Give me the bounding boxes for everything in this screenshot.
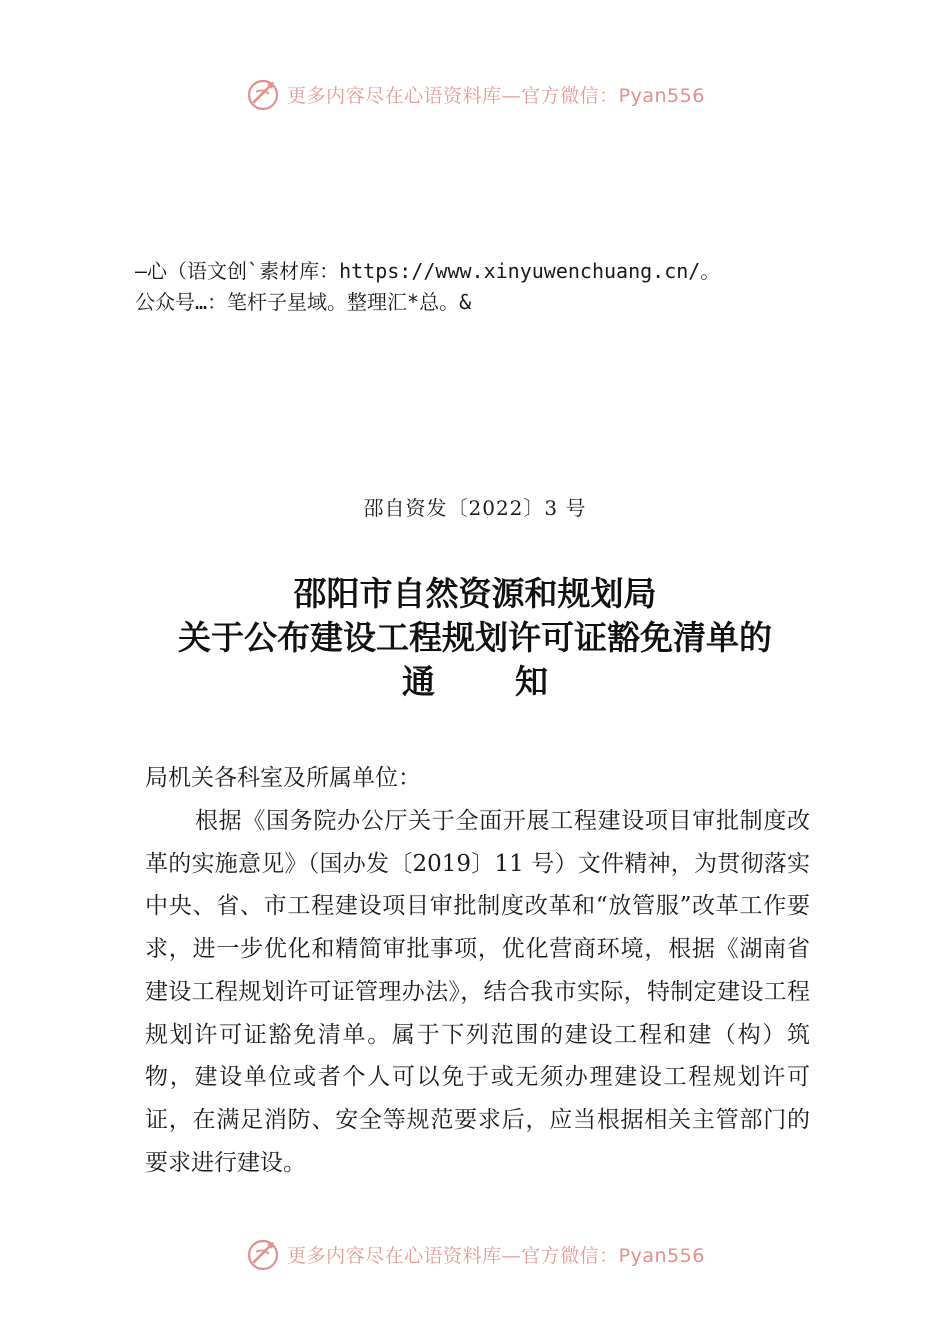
document-title <box>0 572 950 704</box>
banner-text <box>287 1241 705 1268</box>
title-line-3: 通知 <box>402 662 628 701</box>
banner-text-cn: 更多内容尽在心语资料库—官方微信： <box>287 84 619 107</box>
source-note-line1: —心（语文创`素材库：https://www.xinyuwenchuang.cn/。 <box>135 259 721 283</box>
banner-wechat-id: Pyan556 <box>618 84 705 107</box>
salutation: 局机关各科室及所属单位： <box>145 765 421 791</box>
logo-icon <box>245 76 281 112</box>
footer-banner <box>0 1232 950 1276</box>
body-paragraph: 根据《国务院办公厅关于全面开展工程建设项目审批制度改革的实施意见》（国办发〔2019〕11 号）文件精神，为贯彻落实中央、省、市工程建设项目审批制度改革和“放管服”改革工作要求，进一步优化和精简审批事项，优化营商环境，根据《湖南省建设工程规划许可证管理办法》，结合我市实际，特制定建设工程规划许可证豁免清单。属于下列范围的建设工程和建（构）筑物，建设单位或者个人可以免于或无须办理建设工程规划许可证，在满足消防、安全等规范要求后，应当根据相关主管部门的要求进行建设。 <box>145 808 810 1176</box>
title-line-1: 邵阳市自然资源和规划局 <box>293 574 657 613</box>
source-note <box>135 256 835 318</box>
banner-wechat-id: Pyan556 <box>618 1244 705 1267</box>
header-banner <box>0 72 950 116</box>
banner-text <box>287 81 705 108</box>
banner-text-cn: 更多内容尽在心语资料库—官方微信： <box>287 1244 619 1267</box>
source-note-line2: 公众号…：笔杆子星域。整理汇*总。& <box>135 290 472 314</box>
title-line-2: 关于公布建设工程规划许可证豁免清单的 <box>178 618 772 657</box>
logo-icon <box>245 1236 281 1272</box>
document-number: 邵自资发〔2022〕3 号 <box>363 496 587 520</box>
